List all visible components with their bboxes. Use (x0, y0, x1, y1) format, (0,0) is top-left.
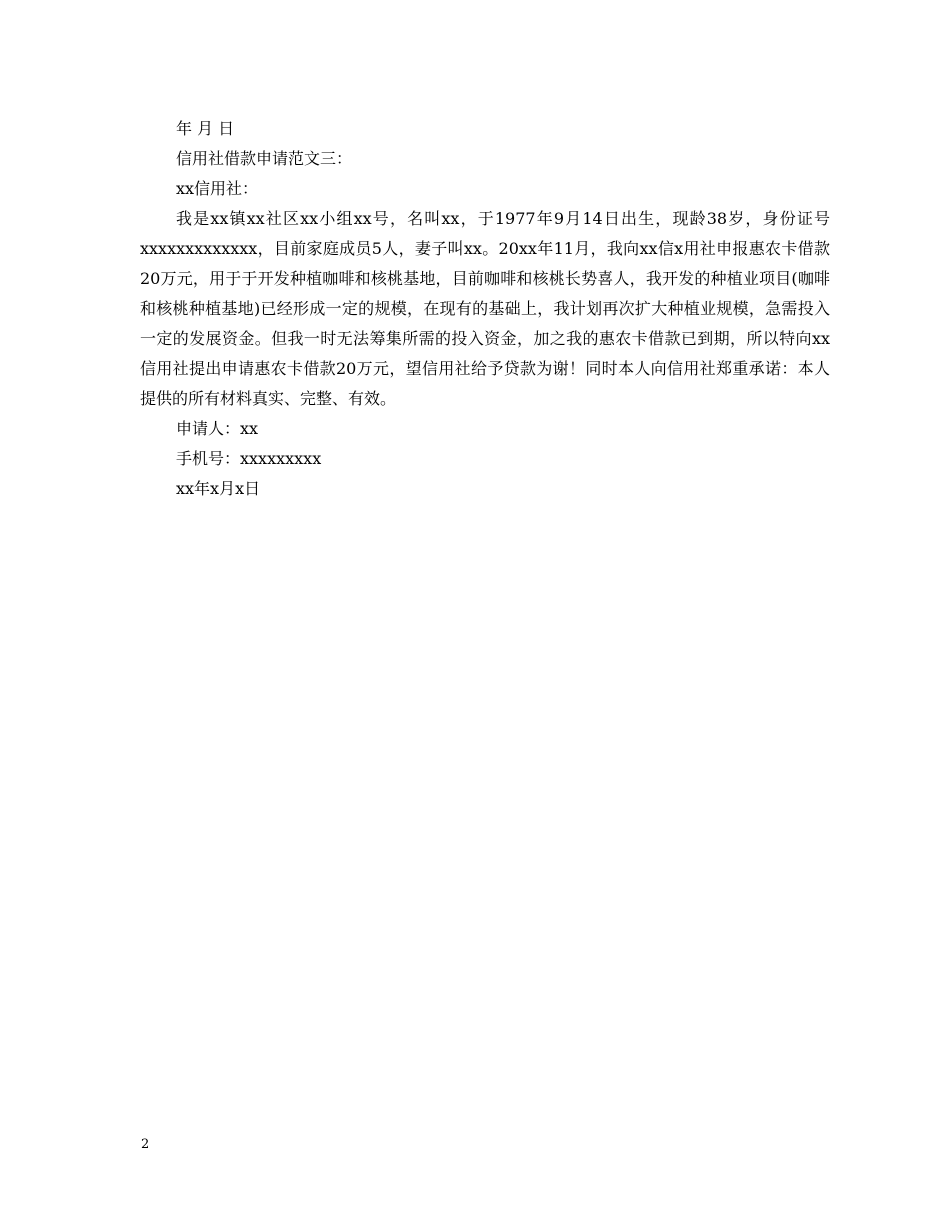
document-content (140, 114, 830, 504)
document-heading: 信用社借款申请范文三： (176, 149, 353, 168)
applicant-line: 申请人：xx (176, 419, 259, 438)
salutation: xx信用社： (176, 179, 259, 198)
signature-date: xx年x月x日 (176, 479, 261, 498)
date-line: 年 月 日 (176, 119, 235, 138)
phone-line: 手机号：xxxxxxxxx (176, 449, 322, 468)
page-number: 2 (141, 1137, 150, 1152)
body-paragraph: 我是xx镇xx社区xx小组xx号，名叫xx，于1977年9月14日出生，现龄38岁，身份证号xxxxxxxxxxxxx，目前家庭成员5人，妻子叫xx。20xx年11月，我向xx信x用社申报惠农卡借款20万元，用于于开发种植咖啡和核桃基地，目前咖啡和核桃长势喜人，我开发的种植业项目(咖啡和核桃种植基地)已经形成一定的规模，在现有的基础上，我计划再次扩大种植业规模，急需投入一定的发展资金。但我一时无法筹集所需的投入资金，加之我的惠农卡借款已到期，所以特向xx信用社提出申请惠农卡借款20万元，望信用社给予贷款为谢！同时本人向信用社郑重承诺：本人提供的所有材料真实、完整、有效。 (140, 209, 830, 408)
